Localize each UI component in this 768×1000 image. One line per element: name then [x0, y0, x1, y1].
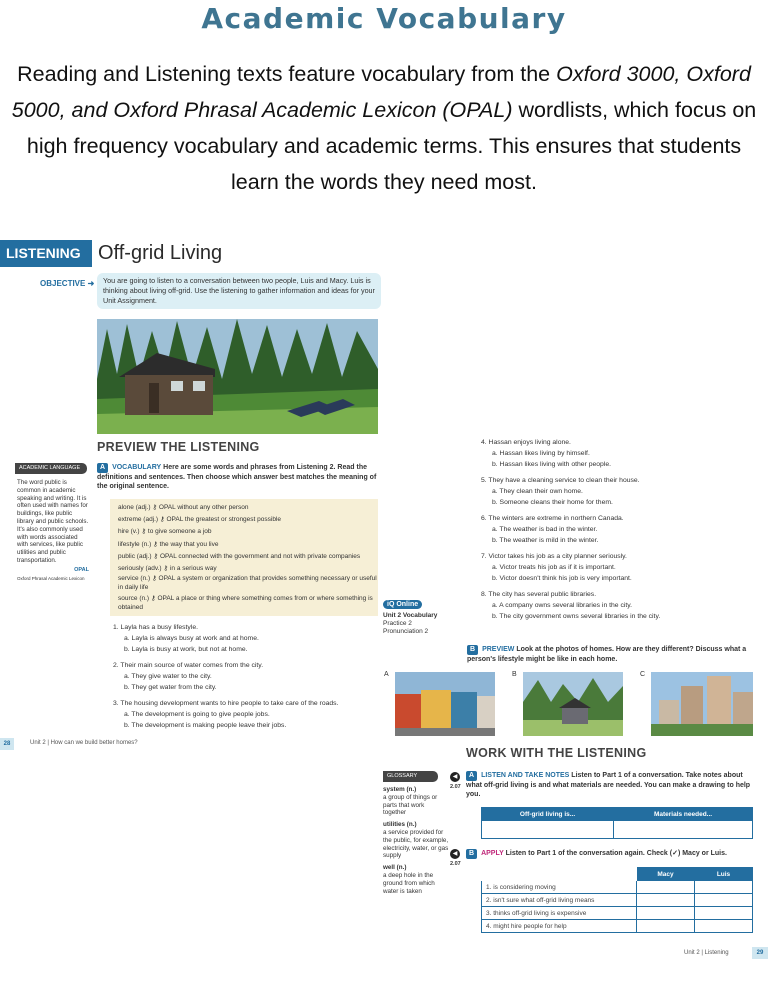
question-text: 8. The city has several public libraries. [481, 591, 597, 598]
question-text: 6. The winters are extreme in northern Canada. [481, 515, 624, 522]
listening-badge: LISTENING 2 [0, 240, 92, 267]
vocab-item: public (adj.) ⚷ OPAL connected with the government and not with private companies [118, 552, 361, 560]
option-b: b. The weather is mild in the winter. [492, 537, 599, 544]
academic-text: The word public is common in academic speaking and writing. It is often used with names for buildings, like public library and public schools. It's also commonly used with words associated with services, like public utilities and public transportation. [17, 479, 89, 564]
work-heading: WORK WITH THE LISTENING [466, 746, 647, 760]
vocab-item: hire (v.) ⚷ to give someone a job [118, 528, 212, 536]
option-b: b. Someone cleans their home for them. [492, 499, 613, 506]
preview-instr: Look at the photos of homes. How are they different? Discuss what a person's lifestyle might be like in each home. [467, 646, 747, 663]
vocab-item: extreme (adj.) ⚷ OPAL the greatest or strongest possible [118, 516, 282, 524]
check-cell[interactable] [637, 894, 695, 907]
question-item [113, 698, 378, 731]
option-b: b. Layla is busy at work, but not at home. [124, 646, 248, 653]
option-a: a. Layla is always busy at work and at home. [124, 635, 259, 642]
photo-label-b: B [512, 671, 517, 678]
check-cell[interactable] [695, 920, 753, 933]
glossary-def: a service provided for the public, for example, electricity, water, or gas supply [383, 828, 449, 860]
option-a: a. The weather is bad in the winter. [492, 526, 598, 533]
option-a: a. The development is going to give people jobs. [124, 711, 270, 718]
page-title: Academic Vocabulary [201, 2, 567, 35]
vocab-item: source (n.) ⚷ OPAL a place or thing where something comes from or where something is obtained [118, 595, 373, 611]
notes-cell[interactable] [614, 821, 753, 839]
option-a: a. A company owns several libraries in the city. [492, 602, 633, 609]
preview-heading: PREVIEW THE LISTENING [97, 440, 260, 454]
question-item [481, 475, 753, 508]
glossary-def: a group of things or parts that work together [383, 793, 438, 817]
listen-notes-label: LISTEN AND TAKE NOTES [481, 772, 570, 779]
table-row [482, 907, 753, 920]
photo-a [395, 672, 495, 736]
vocab-label: VOCABULARY [112, 464, 162, 471]
row-label: 3. thinks off-grid living is expensive [482, 907, 637, 920]
tiny-house-illustration [97, 319, 378, 434]
preview-instruction [467, 645, 757, 664]
question-item [113, 660, 378, 693]
question-text: 2. Their main source of water comes from the city. [113, 662, 264, 669]
colorful-row-houses-image [395, 672, 495, 736]
option-a: a. They clean their own home. [492, 488, 583, 495]
option-a: a. They give water to the city. [124, 673, 212, 680]
track-number: 2.07 [450, 784, 461, 790]
preview-letter: B [467, 645, 478, 655]
iq-line[interactable]: Practice 2 [383, 620, 412, 627]
apply-col-header [482, 868, 637, 881]
question-item [113, 622, 378, 655]
glossary-term: utilities (n.) [383, 821, 417, 829]
apply-table [481, 867, 753, 933]
glossary-tag: GLOSSARY [383, 771, 438, 782]
question-item [481, 513, 753, 546]
section-title: Off-grid Living [98, 242, 223, 264]
glossary-item [383, 864, 449, 895]
vocab-instr: Here are some words and phrases from Listening 2. Read the definitions and sentences. Then choose which answer best matches the meaning of the original sentence. [97, 464, 377, 490]
iq-online-box [383, 593, 437, 636]
listen-notes-instruction [466, 771, 756, 800]
glossary-item [383, 821, 449, 860]
right-questions [481, 437, 753, 622]
option-a: a. Hassan likes living by himself. [492, 450, 590, 457]
row-label: 4. might hire people for help [482, 920, 637, 933]
question-item [481, 589, 753, 622]
glossary-item [383, 786, 449, 817]
row-label: 1. is considering moving [482, 881, 637, 894]
notes-table [481, 807, 753, 839]
vocab-letter: A [97, 463, 108, 473]
page-number-left: 28 [0, 738, 14, 750]
option-b: b. Victor doesn't think his job is very important. [492, 575, 632, 582]
vocab-box [110, 499, 378, 616]
objective-label: OBJECTIVE ➜ [40, 279, 95, 288]
left-questions [113, 622, 378, 731]
question-text: 7. Victor takes his job as a city planner seriously. [481, 553, 627, 560]
academic-language-tag: ACADEMIC LANGUAGE [15, 463, 87, 474]
apply-col-header: Luis [695, 868, 753, 881]
question-text: 3. The housing development wants to hire people to take care of the roads. [113, 700, 339, 707]
option-b: b. They get water from the city. [124, 684, 217, 691]
table-row [482, 920, 753, 933]
check-cell[interactable] [637, 907, 695, 920]
apply-col-header: Macy [637, 868, 695, 881]
option-b: b. The development is making people leave their jobs. [124, 722, 287, 729]
apply-label: APPLY [481, 850, 504, 857]
notes-cell[interactable] [482, 821, 614, 839]
vocab-item: seriously (adv.) ⚷ in a serious way [118, 565, 217, 573]
footer-left: Unit 2 | How can we build better homes? [30, 740, 138, 746]
question-item [481, 437, 753, 470]
question-text: 1. Layla has a busy lifestyle. [113, 624, 199, 631]
preview-label: PREVIEW [482, 646, 515, 653]
listen-notes-instr: Listen to Part 1 of a conversation. Take notes about what off-grid living is and what materials are needed. You can make a drawing to help you. [466, 772, 751, 798]
audio-icon[interactable]: ◀ [450, 772, 460, 782]
check-cell[interactable] [637, 920, 695, 933]
glossary-list [383, 786, 449, 895]
notes-col-header: Materials needed... [614, 808, 753, 821]
table-row [482, 881, 753, 894]
photo-b [523, 672, 623, 736]
opal-full: Oxford Phrasal Academic Lexicon [17, 575, 85, 581]
check-cell[interactable] [695, 907, 753, 920]
intro-part2: wordlists, which focus on high frequency vocabulary and academic terms. This ensures that students learn the words they need most. [26, 98, 757, 194]
iq-line[interactable]: Pronunciation 2 [383, 628, 429, 635]
audio-icon[interactable]: ◀ [450, 849, 460, 859]
table-row [482, 894, 753, 907]
option-a: a. Victor treats his job as if it is important. [492, 564, 616, 571]
track-number: 2.07 [450, 861, 461, 867]
question-item [481, 551, 753, 584]
glossary-term: well (n.) [383, 864, 407, 872]
vocab-instruction [97, 463, 379, 492]
footer-right: Unit 2 | Listening [684, 950, 729, 956]
intro-part1: Reading and Listening texts feature vocabulary from the [17, 62, 557, 86]
intro-paragraph [10, 56, 758, 200]
small-house-image [523, 672, 623, 736]
question-text: 5. They have a cleaning service to clean their house. [481, 477, 640, 484]
iq-line[interactable]: Unit 2 Vocabulary [383, 612, 438, 619]
tiny-house-photo [97, 319, 378, 434]
check-cell[interactable] [695, 894, 753, 907]
photo-label-a: A [384, 671, 389, 678]
iq-online-badge[interactable]: iQ Online [383, 600, 422, 609]
activity-letter-a: A [466, 771, 477, 781]
photo-label-c: C [640, 671, 646, 678]
academic-language-text [17, 479, 89, 582]
check-cell[interactable] [637, 881, 695, 894]
vocab-item: service (n.) ⚷ OPAL a system or organization that provides something necessary or useful in daily life [118, 575, 377, 591]
question-text: 4. Hassan enjoys living alone. [481, 439, 571, 446]
notes-col-header: Off-grid living is... [482, 808, 614, 821]
row-label: 2. isn't sure what off-grid living means [482, 894, 637, 907]
intro-italic: Oxford 3000, Oxford 5000, and Oxford Phrasal Academic Lexicon (OPAL) [11, 62, 751, 122]
option-b: b. The city government owns several libraries in the city. [492, 613, 661, 620]
apply-instr: Listen to Part 1 of the conversation again. Check (✓) Macy or Luis. [505, 850, 727, 857]
option-b: b. Hassan likes living with other people. [492, 461, 612, 468]
glossary-def: a deep hole in the ground from which water is taken [383, 871, 435, 895]
check-cell[interactable] [695, 881, 753, 894]
apply-instruction [466, 849, 756, 859]
opal-label: OPAL [74, 566, 89, 573]
apartment-buildings-image [651, 672, 753, 736]
photo-c [651, 672, 753, 736]
page-number-right: 29 [752, 947, 768, 959]
vocab-item: lifestyle (n.) ⚷ the way that you live [118, 540, 219, 548]
activity-letter-b: B [466, 849, 477, 859]
vocab-item: alone (adj.) ⚷ OPAL without any other person [118, 504, 249, 511]
objective-box: You are going to listen to a conversation between two people, Luis and Macy. Luis is thinking about living off-grid. Use the listening to gather information and ideas for your Unit Assignment. [97, 273, 381, 309]
glossary-term: system (n.) [383, 786, 417, 793]
